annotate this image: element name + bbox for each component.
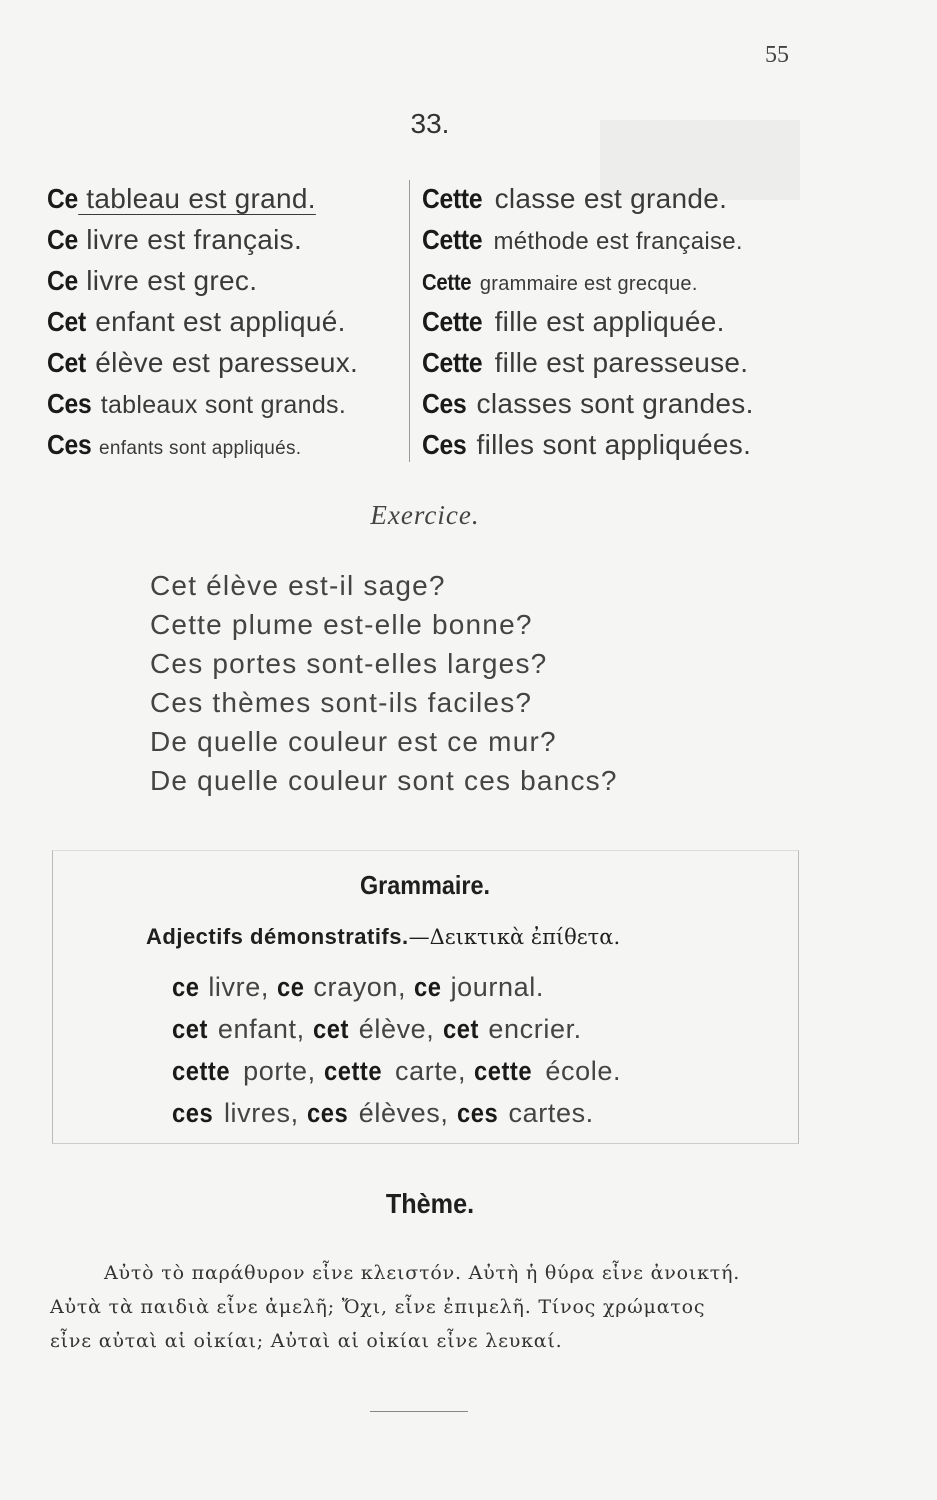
greek-line: Αὐτὰ τὰ παιδιὰ εἶνε ἀμελῆ; Ὄχι, εἶνε ἐπιμελῆ. Τίνος χρώματος: [50, 1296, 706, 1318]
exercise-question: De quelle couleur est ce mur?: [150, 726, 557, 757]
sentence-row: Cette grammaire est grecque.: [422, 269, 698, 295]
sentence-row: Cette méthode est française.: [422, 224, 743, 255]
sentence-row: Ces classes sont grandes.: [422, 388, 754, 419]
exercise-list: [150, 566, 710, 800]
left-column: [47, 178, 402, 465]
theme-heading: Thème.: [385, 1188, 475, 1219]
sentence-row: Ces enfants sont appliqués.: [47, 429, 302, 460]
grammar-subtitle: Adjectifs démonstratifs.—Δεικτικὰ ἐπίθετα.: [146, 924, 621, 949]
exercise-question: Ces portes sont-elles larges?: [150, 648, 548, 679]
sentence-row: Ces tableaux sont grands.: [47, 388, 347, 419]
sentence-row: Cette fille est appliquée.: [422, 306, 725, 337]
sentence-row: Ces filles sont appliquées.: [422, 429, 752, 460]
sentence-row: Cet enfant est appliqué.: [47, 306, 346, 337]
grammar-heading: Grammaire.: [359, 870, 491, 900]
sentence-row: Ce livre est grec.: [47, 265, 258, 296]
grammar-example-line: ce livre, ce crayon, ce journal.: [172, 972, 544, 1002]
right-column: [422, 178, 802, 465]
footer-rule: [370, 1411, 468, 1412]
grammar-example-line: ces livres, ces élèves, ces cartes.: [172, 1098, 594, 1128]
grammar-example-line: cette porte, cette carte, cette école.: [172, 1056, 622, 1086]
theme-greek-text: [50, 1256, 810, 1358]
exercise-question: De quelle couleur sont ces bancs?: [150, 765, 618, 796]
greek-line: Αὐτὸ τὸ παράθυρον εἶνε κλειστόν. Αὐτὴ ἡ θύρα εἶνε ἀνοικτή.: [104, 1262, 741, 1284]
exercise-question: Ces thèmes sont-ils faciles?: [150, 687, 533, 718]
exercise-question: Cet élève est-il sage?: [150, 570, 446, 601]
greek-line: εἶνε αὐταὶ αἱ οἰκίαι; Αὐταὶ αἱ οἰκίαι εἶνε λευκαί.: [50, 1330, 563, 1352]
grammar-examples: [172, 966, 772, 1134]
sentence-row: Cette classe est grande.: [422, 183, 728, 214]
column-divider: [409, 180, 410, 462]
sentence-row: Cette fille est paresseuse.: [422, 347, 749, 378]
exercice-heading: Exercice.: [370, 500, 480, 530]
exercise-question: Cette plume est-elle bonne?: [150, 609, 533, 640]
grammar-example-line: cet enfant, cet élève, cet encrier.: [172, 1014, 582, 1044]
sentence-row: Cet élève est paresseux.: [47, 347, 359, 378]
sentence-row: Ce livre est français.: [47, 224, 303, 255]
sentence-row: Ce tableau est grand.: [47, 183, 316, 214]
page-number: 55: [765, 42, 789, 68]
lesson-number: 33.: [410, 108, 450, 139]
